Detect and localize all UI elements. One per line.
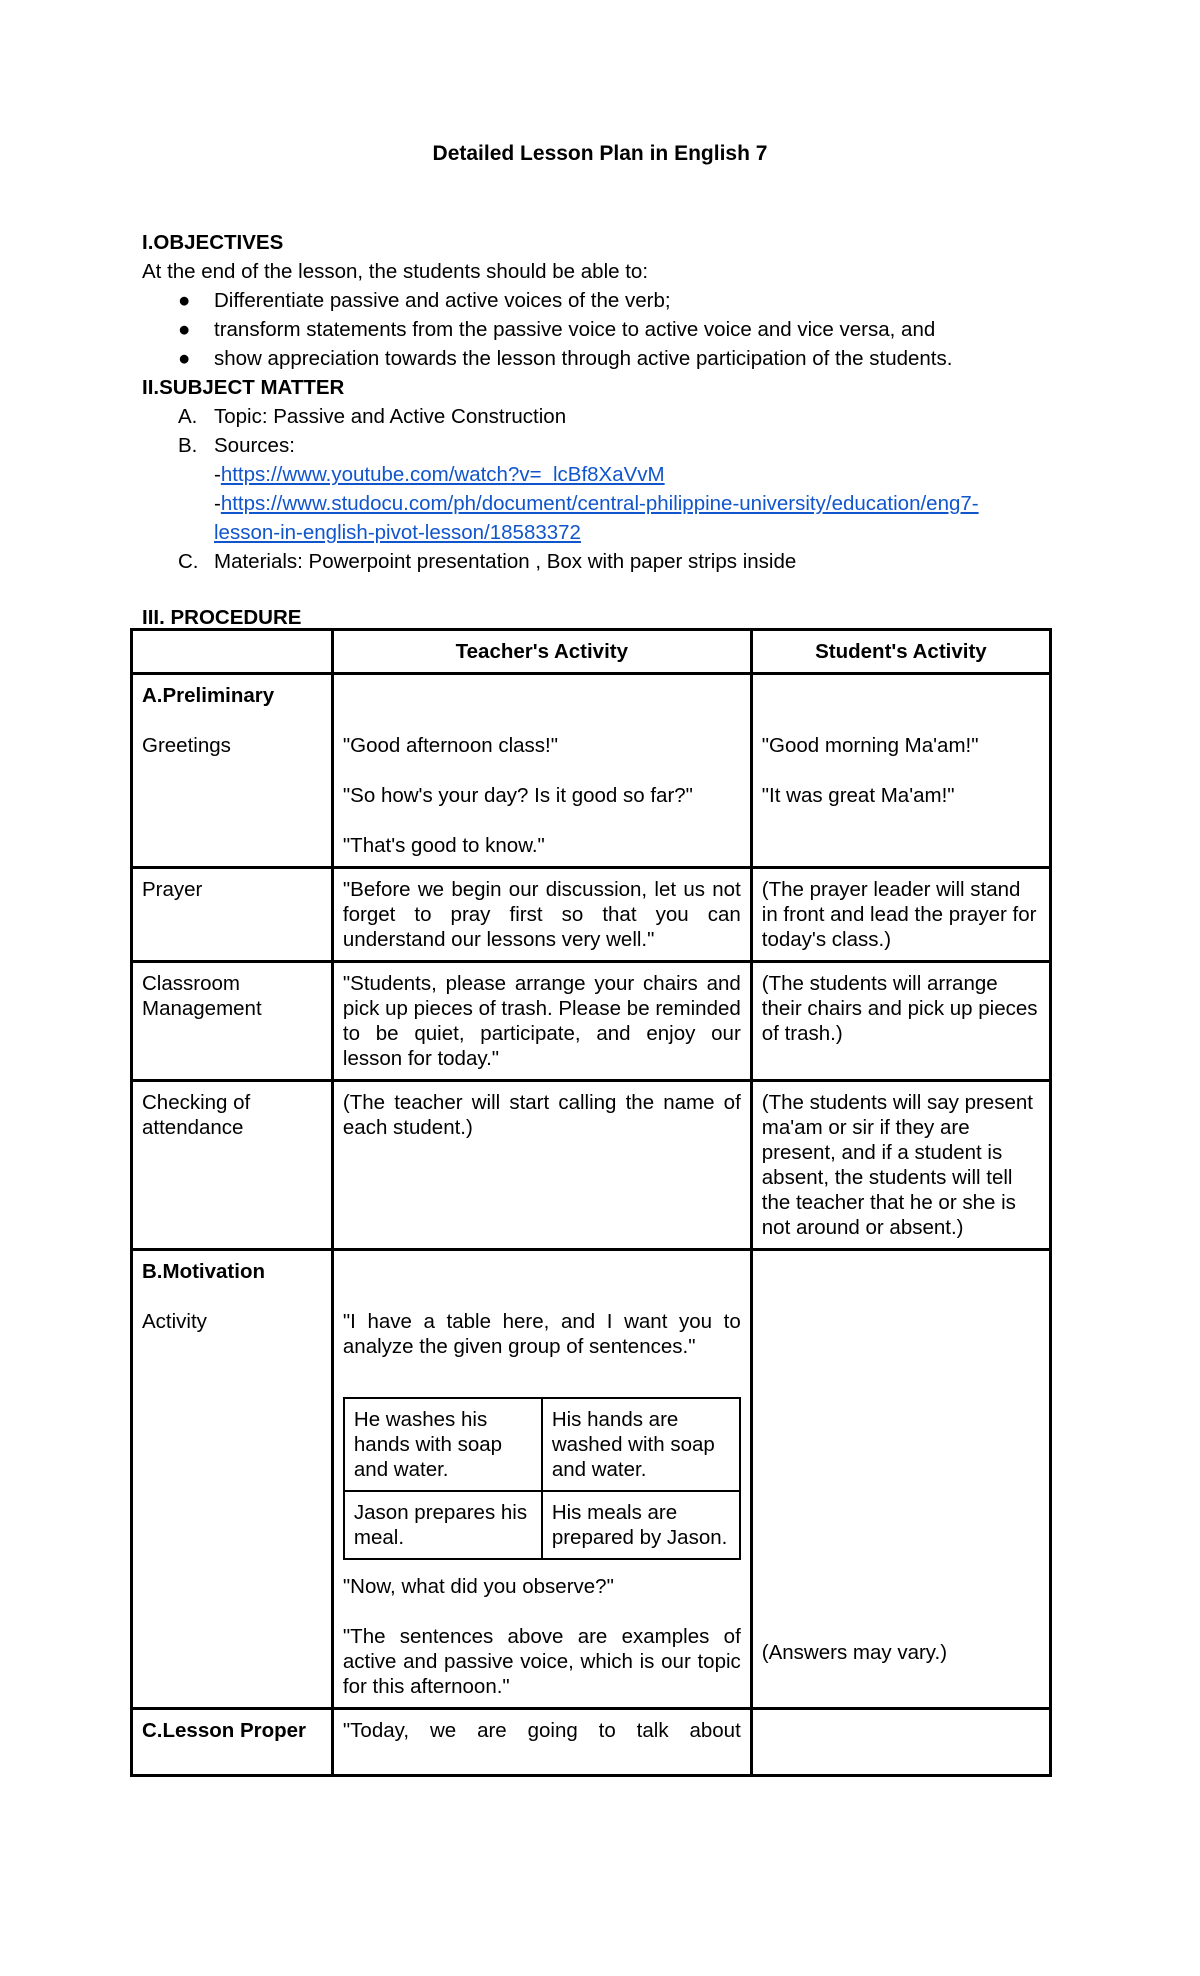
source-line: -https://www.studocu.com/ph/document/central-philippine-university/education/eng7- — [214, 492, 979, 515]
source-line: -https://www.youtube.com/watch?v=_lcBf8XaVvM — [214, 463, 665, 486]
list-item — [142, 431, 1062, 547]
objectives-list — [142, 286, 1062, 373]
row-label-greetings: Greetings — [142, 734, 231, 757]
student-cell: (The students will arrange their chairs and pick up pieces of trash.) — [751, 962, 1050, 1081]
student-cell — [751, 1709, 1050, 1776]
student-cell: (The students will say present ma'am or sir if they are present, and if a student is absent, the students will tell the teacher that he or she is not around or absent.) — [751, 1081, 1050, 1250]
student-cell: "Good morning Ma'am!" "It was great Ma'am!" — [751, 674, 1050, 868]
list-item: ● transform statements from the passive voice to active voice and vice versa, and — [142, 315, 1062, 344]
section-label-lesson-proper: C.Lesson Proper — [132, 1709, 333, 1776]
table-row — [132, 868, 1051, 962]
subject-matter-heading: II.SUBJECT MATTER — [142, 376, 345, 399]
sources-label: Sources: — [214, 434, 295, 457]
active-sentence: He washes his hands with soap and water. — [344, 1398, 542, 1491]
teacher-cell: "Students, please arrange your chairs and pick up pieces of trash. Please be reminded to be quiet, participate, and enjoy our lesson for today." — [332, 962, 751, 1081]
list-marker: B. — [178, 434, 198, 457]
row-label-attendance: Checking of attendance — [132, 1081, 333, 1250]
bullet-icon: ● — [178, 289, 191, 312]
bullet-icon: ● — [178, 318, 191, 341]
row-label-activity: Activity — [142, 1310, 207, 1333]
list-item — [142, 547, 1062, 576]
passive-sentence: His meals are prepared by Jason. — [542, 1491, 740, 1559]
list-item: ● show appreciation towards the lesson through active participation of the students. — [142, 344, 1062, 373]
teacher-cell: "Before we begin our discussion, let us not forget to pray first so that you can understand our lessons very well." — [332, 868, 751, 962]
source-link-studocu-continued[interactable]: lesson-in-english-pivot-lesson/18583372 — [214, 521, 581, 544]
header-empty-cell — [132, 630, 333, 674]
bullet-icon: ● — [178, 347, 191, 370]
objectives-intro: At the end of the lesson, the students should be able to: — [142, 260, 649, 283]
table-row — [132, 674, 1051, 868]
header-teacher-activity: Teacher's Activity — [332, 630, 751, 674]
row-label-cell — [132, 1250, 333, 1709]
student-cell: (Answers may vary.) — [751, 1250, 1050, 1709]
teacher-cell: "I have a table here, and I want you to analyze the given group of sentences." He washes his hands with soap and water. His hands are washed with soap and water. Jason prepares his meal. His meals are prepared by Jason. "Now, what did you observe?" "The sentences above are examples of active and passive voice, which is our topic for this afternoon." — [332, 1250, 751, 1709]
subject-matter-list — [142, 402, 1062, 576]
row-label-classroom: Classroom Management — [132, 962, 333, 1081]
table-row — [132, 962, 1051, 1081]
document-body — [142, 228, 1062, 632]
table-row — [132, 1081, 1051, 1250]
section-label-preliminary: A.Preliminary — [142, 684, 275, 707]
list-item: ● Differentiate passive and active voices of the verb; — [142, 286, 1062, 315]
list-item — [142, 402, 1062, 431]
objectives-heading: I.OBJECTIVES — [142, 231, 284, 254]
table-row — [132, 1250, 1051, 1709]
page-title: Detailed Lesson Plan in English 7 — [432, 142, 768, 165]
row-label-prayer: Prayer — [132, 868, 333, 962]
header-student-activity: Student's Activity — [751, 630, 1050, 674]
teacher-cell: (The teacher will start calling the name of each student.) — [332, 1081, 751, 1250]
student-cell: (The prayer leader will stand in front and lead the prayer for today's class.) — [751, 868, 1050, 962]
source-link-studocu[interactable]: https://www.studocu.com/ph/document/central-philippine-university/education/eng7- — [220, 492, 979, 515]
source-link-youtube[interactable]: https://www.youtube.com/watch?v=_lcBf8XaVvM — [220, 463, 665, 486]
materials-text: Materials: Powerpoint presentation , Box with paper strips inside — [214, 550, 797, 573]
list-marker: A. — [178, 405, 198, 428]
procedure-table — [130, 628, 1052, 1777]
active-sentence: Jason prepares his meal. — [344, 1491, 542, 1559]
topic-text: Topic: Passive and Active Construction — [214, 405, 567, 428]
table-row — [344, 1398, 740, 1491]
section-label-motivation: B.Motivation — [142, 1260, 265, 1283]
sentence-table — [343, 1397, 741, 1560]
teacher-cell: "Good afternoon class!" "So how's your day? Is it good so far?" "That's good to know." — [332, 674, 751, 868]
procedure-heading: III. PROCEDURE — [142, 606, 302, 629]
teacher-cell: "Today, we are going to talk about — [332, 1709, 751, 1776]
passive-sentence: His hands are washed with soap and water. — [542, 1398, 740, 1491]
table-row — [132, 1709, 1051, 1776]
table-row — [344, 1491, 740, 1559]
table-header-row — [132, 630, 1051, 674]
list-marker: C. — [178, 550, 199, 573]
row-label-cell — [132, 674, 333, 868]
